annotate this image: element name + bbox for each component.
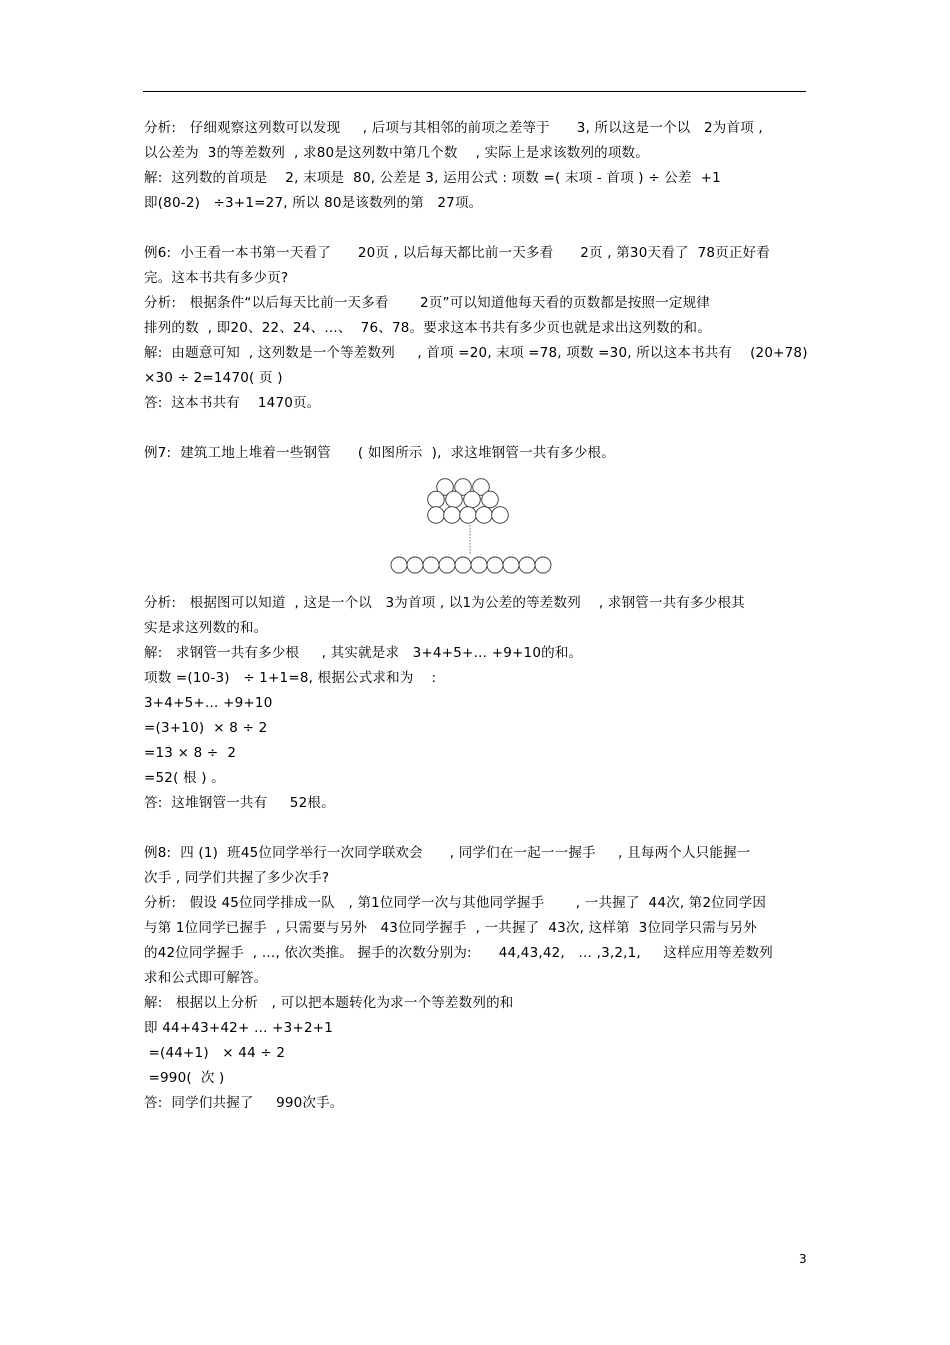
text-line: 与第 1位同学已握手 , 只需要与另外 43位同学握手 , 一共握了 43次, 这样第 3位同学只需与另外 [144, 920, 758, 936]
text-line: 即(80-2) ÷3+1=27, 所以 80是该数列的第 27项。 [144, 195, 483, 211]
text-line: 分析: 仔细观察这列数可以发现 , 后项与其相邻的前项之差等于 3, 所以这是一个以 2为首项 , [144, 120, 763, 136]
page-number: 3 [799, 1252, 807, 1266]
text-line: 解: 由题意可知 , 这列数是一个等差数列 , 首项 =20, 末项 =78, 项数 =30, 所以这本书共有 (20+78) [144, 345, 808, 361]
text-line: 例6: 小王看一本书第一天看了 20页 , 以后每天都比前一天多看 2页 , 第30天看了 78页正好看 [144, 245, 770, 261]
text-line: 例7: 建筑工地上堆着一些钢管 ( 如图所示 ), 求这堆钢管一共有多少根。 [144, 445, 615, 461]
text-line: 3+4+5+… +9+10 [144, 695, 273, 711]
text-line: 以公差为 3的等差数列 , 求80是这列数中第几个数 , 实际上是求该数列的项数。 [144, 145, 649, 161]
header-rule [143, 91, 806, 92]
text-line: 实是求这列数的和。 [144, 620, 268, 636]
text-line: 答: 这堆钢管一共有 52根。 [144, 795, 335, 811]
text-line: 解: 求钢管一共有多少根 , 其实就是求 3+4+5+… +9+10的和。 [144, 645, 583, 661]
text-line: =(3+10) × 8 ÷ 2 [144, 720, 268, 736]
text-line: 求和公式即可解答。 [144, 970, 268, 986]
text-line: =(44+1) × 44 ÷ 2 [144, 1045, 286, 1061]
text-line: =13 × 8 ÷ 2 [144, 745, 237, 761]
text-line: =52( 根 ) 。 [144, 770, 225, 786]
text-line: 答: 这本书共有 1470页。 [144, 395, 321, 411]
text-line: 例8: 四 (1) 班45位同学举行一次同学联欢会 , 同学们在一起一一握手 , 且每两个人只能握一 [144, 845, 751, 861]
text-line: =990( 次 ) [144, 1070, 225, 1086]
text-line: 答: 同学们共握了 990次手。 [144, 1095, 344, 1111]
text-line: 分析: 根据条件“以后每天比前一天多看 2页”可以知道他每天看的页数都是按照一定规律 [144, 295, 711, 311]
pipe-stack-figure [385, 475, 555, 580]
text-line: 解: 这列数的首项是 2, 末项是 80, 公差是 3, 运用公式 : 项数 =( 末项 - 首项 ) ÷ 公差 +1 [144, 170, 721, 186]
text-line: 分析: 根据图可以知道 , 这是一个以 3为首项 , 以1为公差的等差数列 , 求钢管一共有多少根其 [144, 595, 745, 611]
text-line: 排列的数 , 即20、22、24、…、 76、78。要求这本书共有多少页也就是求出这列数的和。 [144, 320, 711, 336]
text-line: 的42位同学握手 , …, 依次类推。 握手的次数分别为: 44,43,42, … ,3,2,1, 这样应用等差数列 [144, 945, 773, 961]
text-line: 分析: 假设 45位同学排成一队 , 第1位同学一次与其他同学握手 , 一共握了 44次, 第2位同学因 [144, 895, 767, 911]
text-line: 项数 =(10-3) ÷ 1+1=8, 根据公式求和为 : [144, 670, 437, 686]
text-line: 即 44+43+42+ … +3+2+1 [144, 1020, 334, 1036]
text-line: 完。这本书共有多少页? [144, 270, 289, 286]
text-line: ×30 ÷ 2=1470( 页 ) [144, 370, 283, 386]
text-line: 次手 , 同学们共握了多少次手? [144, 870, 330, 886]
text-line: 解: 根据以上分析 , 可以把本题转化为求一个等差数列的和 [144, 995, 514, 1011]
